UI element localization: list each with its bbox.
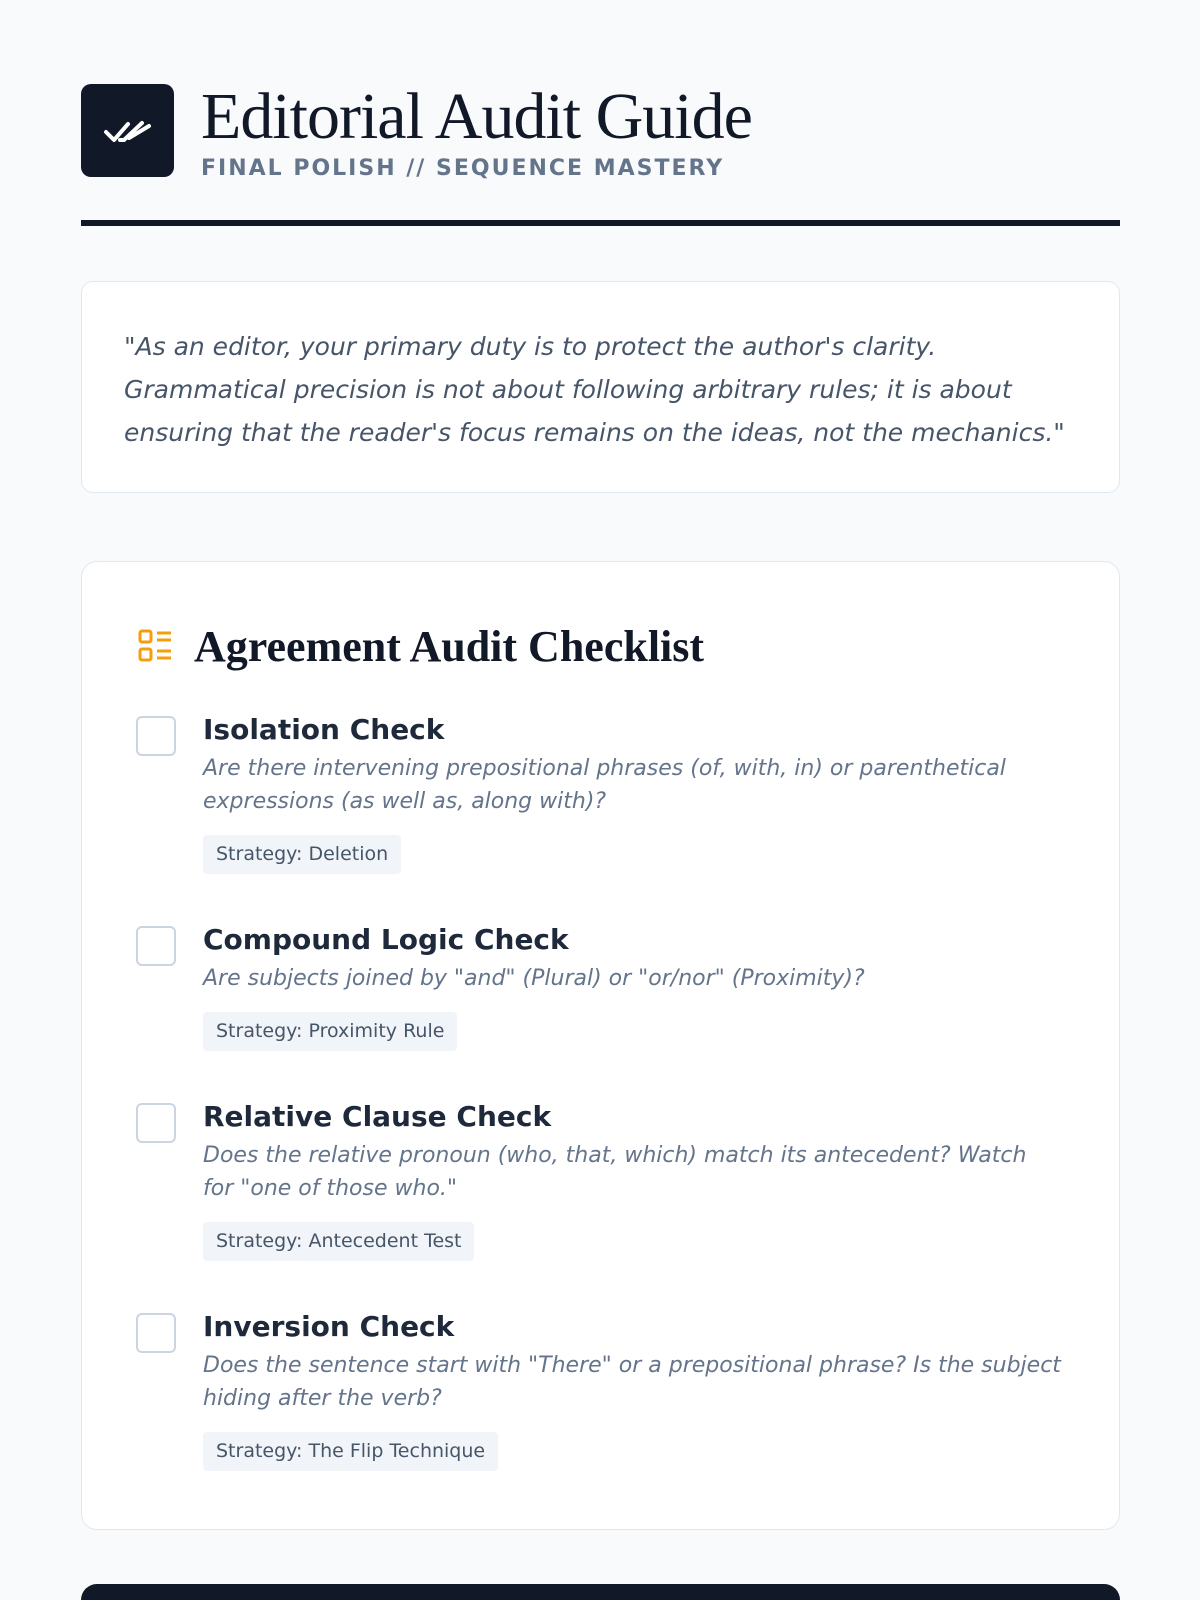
checkbox[interactable] (136, 1313, 176, 1353)
checklist-title: Agreement Audit Checklist (194, 621, 705, 671)
checkbox[interactable] (136, 716, 176, 756)
checklist-card (81, 561, 1120, 1530)
strategy-tag: Strategy: Deletion (203, 835, 401, 874)
strategy-tag: Strategy: Proximity Rule (203, 1012, 457, 1051)
next-section-panel (81, 1584, 1120, 1600)
item-description: Does the sentence start with "There" or a prepositional phrase? Is the subject hiding after the verb? (203, 1353, 1061, 1411)
item-title: Relative Clause Check (203, 1100, 552, 1133)
strategy-tag: Strategy: The Flip Technique (203, 1432, 498, 1471)
item-title: Isolation Check (203, 713, 445, 746)
double-check-icon (103, 114, 153, 148)
item-description: Are subjects joined by "and" (Plural) or "or/nor" (Proximity)? (203, 966, 865, 991)
item-description: Are there intervening prepositional phrases (of, with, in) or parenthetical expressions (as well as, along with)? (203, 756, 1006, 814)
item-title: Compound Logic Check (203, 923, 569, 956)
checklist-header (138, 618, 704, 674)
checkbox[interactable] (136, 926, 176, 966)
quote-text: "As an editor, your primary duty is to protect the author's clarity. Grammatical precision is not about following arbitrary rules; it is about ensuring that the reader's focus remains on the ideas, not the mechanics." (124, 332, 1065, 447)
checkbox[interactable] (136, 1103, 176, 1143)
page-subtitle: FINAL POLISH // SEQUENCE MASTERY (201, 156, 725, 181)
page-header (81, 80, 1120, 226)
quote-card (81, 281, 1120, 493)
page-title: Editorial Audit Guide (201, 80, 752, 153)
logo (81, 84, 174, 177)
item-description: Does the relative pronoun (who, that, which) match its antecedent? Watch for "one of those who." (203, 1143, 1027, 1201)
item-title: Inversion Check (203, 1310, 455, 1343)
list-checklist-icon (138, 629, 172, 663)
header-divider (81, 220, 1120, 226)
strategy-tag: Strategy: Antecedent Test (203, 1222, 474, 1261)
